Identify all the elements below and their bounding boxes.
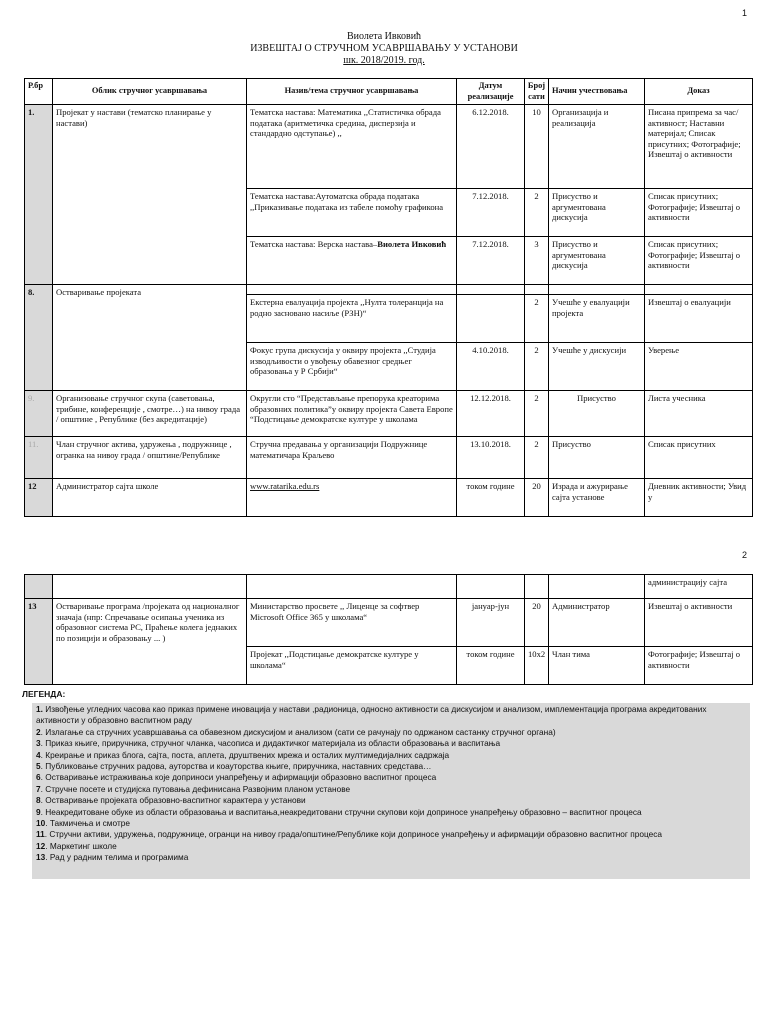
training-date: током године (457, 647, 525, 685)
training-form: Администратор сајта школе (53, 479, 247, 517)
page-number-2: 2 (742, 550, 748, 560)
legend-item: 7. Стручне посете и студијска путовања дефинисана Развојним планом установе (36, 783, 351, 794)
training-date: јануар-јун (457, 599, 525, 647)
training-hours: 2 (525, 437, 549, 479)
participation-role: Администратор (549, 599, 645, 647)
participation-role: Присуство (549, 391, 645, 437)
row-number: 11. (25, 437, 53, 479)
col-header-proof: Доказ (645, 79, 753, 105)
page-number-1: 1 (742, 8, 748, 18)
row-number: 9. (25, 391, 53, 437)
row-number: 8. (25, 285, 53, 391)
report-table-page-2 (24, 574, 753, 685)
training-topic: Тематска настава: Математика ,,Статистичка обрада података (аритметичка средина, дисперзија и стандардно одступање) ,, (247, 105, 457, 189)
legend-item: 9. Неакредитоване обуке из области образовања и васпитања,неакредитовани стручни скупови који доприносе унапређењу образовно – васпитног процеса (36, 806, 642, 817)
training-hours: 2 (525, 391, 549, 437)
row-number: 12 (25, 479, 53, 517)
training-form: Пројекат у настави (тематско планирање у настави) (53, 105, 247, 285)
table-header-row (25, 79, 753, 105)
training-date (457, 295, 525, 343)
school-year: шк. 2018/2019. год. (343, 55, 425, 66)
participation-role: Члан тима (549, 647, 645, 685)
report-title: ИЗВЕШТАЈ О СТРУЧНОМ УСАВРШАВАЊУ У УСТАНОВИ (250, 43, 518, 54)
training-hours: 10 (525, 105, 549, 189)
training-form: Организовање стручног скупа (саветовања, трибине, конференције , смотре…) на нивоу града / општине , Републике (без акредитације) (53, 391, 247, 437)
training-hours: 20 (525, 599, 549, 647)
training-proof: Списак присутних; Фотографије; Извештај о активности (645, 189, 753, 237)
participation-role: Присуство и аргументована дискусија (549, 189, 645, 237)
training-topic: Тематска настава:Аутоматска обрада података ,,Приказивање података из табеле помоћу графикона (247, 189, 457, 237)
training-date: током године (457, 479, 525, 517)
table-row (25, 599, 753, 647)
training-topic: Фокус група дискусија у оквиру пројекта ,,Студија изводљивости о увођењу обавезног средњег образовања у Р Србији“ (247, 343, 457, 391)
legend-title: ЛЕГЕНДА: (22, 689, 66, 699)
col-header-hours: Број сати (525, 79, 549, 105)
training-hours: 2 (525, 295, 549, 343)
training-proof: Списак присутних (645, 437, 753, 479)
table-row (25, 437, 753, 479)
school-site-link[interactable]: www.ratarika.edu.rs (247, 479, 457, 517)
training-topic: Екстерна евалуација пројекта ,,Нулта толеранција на родно засновано насиље (РЗН)“ (247, 295, 457, 343)
training-topic: Стручна предавања у организацији Подружнице математичара Краљево (247, 437, 457, 479)
table-row (25, 391, 753, 437)
training-date: 7.12.2018. (457, 237, 525, 285)
training-form: Остваривање програма /пројеката од националног значаја (нпр: Спречавање осипања ученика из образовног система РС, Праћење колега једнаких по позицији и образовању ... ) (53, 599, 247, 685)
participation-role: Присуство и аргументована дискусија (549, 237, 645, 285)
training-date: 4.10.2018. (457, 343, 525, 391)
training-proof: Извештај о евалуацији (645, 295, 753, 343)
report-header (0, 31, 768, 67)
training-hours: 2 (525, 343, 549, 391)
participation-role: Учешће у дискусији (549, 343, 645, 391)
legend-item: 4. Креирање и приказ блога, сајта, поста, аплета, друштвених мрежа и осталих мултимедијалних садржаја (36, 749, 450, 760)
col-header-num: Р.бр (25, 79, 53, 105)
legend-item: 10. Такмичења и смотре (36, 818, 130, 829)
training-proof: администрацију сајта (645, 575, 753, 599)
training-proof: Дневник активности; Увид у (645, 479, 753, 517)
legend-item: 8. Остваривање пројеката образовно-васпитног карактера у установи (36, 795, 306, 806)
report-table-page-1 (24, 78, 753, 517)
table-row (25, 479, 753, 517)
legend-box (32, 703, 750, 879)
legend-item: 1. Извођење угледних часова као приказ примене иновација у настави ,радионица, односно активности са дискусијом и анализом, имплементација програма акредитованих активности у образовно васпитном раду (36, 704, 707, 726)
training-topic: Округли сто “Представљање препорука креаторима образовних политика”у оквиру пројекта Савета Европе “Подстицање демократске културе у школама (247, 391, 457, 437)
training-proof: Списак присутних; Фотографије; Извештај о активности (645, 237, 753, 285)
legend-item: 3. Приказ књиге, приручника, стручног чланка, часописа и дидактичког материјала из области образовања и васпитања (36, 738, 501, 749)
training-hours: 10x2 (525, 647, 549, 685)
row-number: 1. (25, 105, 53, 285)
training-proof: Листа учесника (645, 391, 753, 437)
col-header-date: Датум реализације (457, 79, 525, 105)
col-header-topic: Назив/тема стручног усавршавања (247, 79, 457, 105)
training-hours: 3 (525, 237, 549, 285)
training-form: Остваривање пројеката (53, 285, 247, 391)
participation-role: Израда и ажурирање сајта установе (549, 479, 645, 517)
col-header-role: Начин учествовања (549, 79, 645, 105)
table-row (25, 575, 753, 599)
legend-item: 12. Маркетинг школе (36, 840, 117, 851)
legend-item: 5. Публиковање стручних радова, ауторства и коауторства књиге, приручника, наставних средстава… (36, 761, 432, 772)
legend-item: 11. Стручни активи, удружења, подружнице, огранци на нивоу града/општине/Републике који доприносе унапређењу и афирмацији образовно васпитног процеса (36, 829, 663, 840)
table-row (25, 105, 753, 189)
table-row (25, 285, 753, 295)
training-date: 12.12.2018. (457, 391, 525, 437)
legend-item: 6. Остваривање истраживања које доприноси унапређењу и афирмацији образовно васпитног процеса (36, 772, 437, 783)
training-date: 7.12.2018. (457, 189, 525, 237)
training-date: 13.10.2018. (457, 437, 525, 479)
col-header-form: Облик стручног усавршавања (53, 79, 247, 105)
training-proof: Писана припрема за час/ активност; Наставни материјал; Списак присутних; Фотографије; Извештај о активности (645, 105, 753, 189)
legend-item: 13. Рад у радним телима и програмима (36, 852, 189, 863)
training-topic: Пројекат ,,Подстицање демократске културе у школама“ (247, 647, 457, 685)
training-hours: 2 (525, 189, 549, 237)
row-number: 13 (25, 599, 53, 685)
training-proof: Извештај о активности (645, 599, 753, 647)
author-name: Виолета Ивковић (346, 31, 422, 42)
participation-role: Организација и реализација (549, 105, 645, 189)
training-topic (247, 237, 457, 285)
training-date: 6.12.2018. (457, 105, 525, 189)
participation-role: Учешће у евалуацији пројекта (549, 295, 645, 343)
participation-role: Присуство (549, 437, 645, 479)
legend-item: 2. Излагање са стручних усавршавања са обавезном дискусијом и анализом (сати се рачунају по одржаном састанку стручног органа) (36, 726, 556, 737)
training-form: Члан стручног актива, удружења , подружнице , огранка на нивоу града / општине/Републике (53, 437, 247, 479)
training-topic: Министарство просвете ,, Лиценце за софтвер Microsoft Office 365 у школама“ (247, 599, 457, 647)
training-proof: Фотографије; Извештај о активности (645, 647, 753, 685)
topic-text: Тематска настава: Верска настава– (250, 239, 378, 249)
topic-author: Виолета Ивковић (377, 239, 447, 249)
training-hours: 20 (525, 479, 549, 517)
training-proof: Уверење (645, 343, 753, 391)
